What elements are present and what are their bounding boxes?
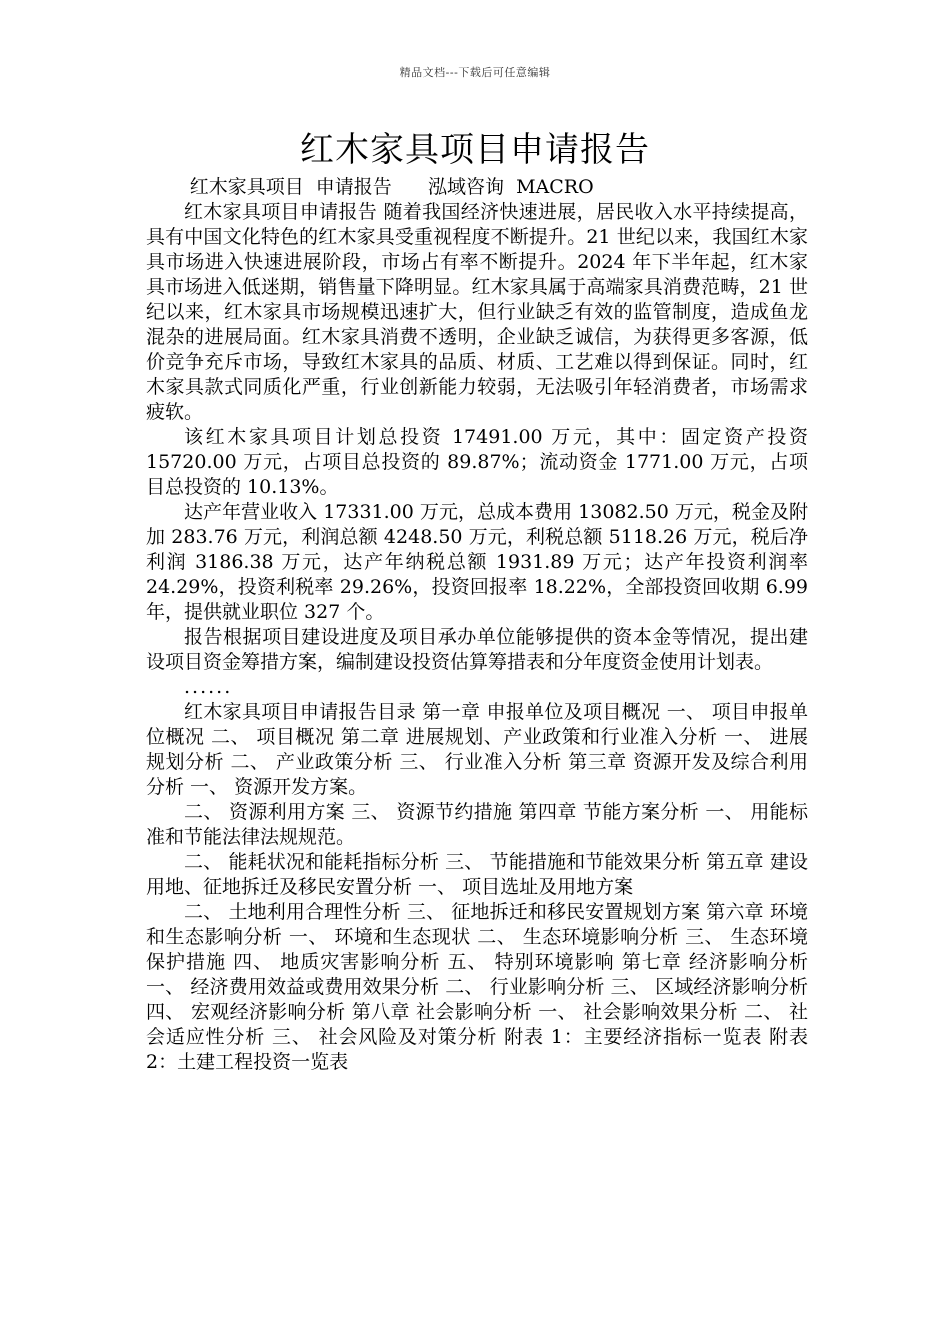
paragraph-toc-1: 红木家具项目申请报告目录 第一章 申报单位及项目概况 一、 项目申报单位概况 二、 项目概况 第二章 进展规划、产业政策和行业准入分析 一、 进展规划分析 二、 产业政策分析 三、 行业准入分析 第三章 资源开发及综合利用分析 一、 资源开发方案。 xyxy=(146,701,808,798)
paragraph-financials: 达产年营业收入 17331.00 万元，总成本费用 13082.50 万元，税金及附加 283.76 万元，利润总额 4248.50 万元，利税总额 5118.26 万元，税后净利润 3186.38 万元，达产年纳税总额 1931.89 万元；达产年投资利润率 24.29%，投资利税率 29.26%，投资回报率 18.22%，全部投资回收期 6.99 年，提供就业职位 327 个。 xyxy=(146,501,808,623)
paragraph-investment: 该红木家具项目计划总投资 17491.00 万元，其中：固定资产投资 15720.00 万元，占项目总投资的 89.87%；流动资金 1771.00 万元，占项目总投资的 10.13%。 xyxy=(146,426,808,498)
paragraph-toc-3: 二、 能耗状况和能耗指标分析 三、 节能措施和节能效果分析 第五章 建设用地、征地拆迁及移民安置分析 一、 项目选址及用地方案 xyxy=(146,851,808,898)
paragraph-toc-2: 二、 资源利用方案 三、 资源节约措施 第四章 节能方案分析 一、 用能标准和节能法律法规规范。 xyxy=(146,801,808,848)
header-note: 精品文档---下载后可任意编辑 xyxy=(399,66,551,79)
document-subtitle: 红木家具项目 申请报告 泓域咨询 MACRO xyxy=(189,176,594,198)
paragraph-ellipsis: ...... xyxy=(184,676,233,698)
paragraph-toc-4: 二、 土地利用合理性分析 三、 征地拆迁和移民安置规划方案 第六章 环境和生态影响分析 一、 环境和生态现状 二、 生态环境影响分析 三、 生态环境保护措施 四、 地质灾害影响分析 五、 特别环境影响 第七章 经济影响分析 一、 经济费用效益或费用效果分析 二、 行业影响分析 三、 区域经济影响分析 四、 宏观经济影响分析 第八章 社会影响分析 一、 社会影响效果分析 二、 社会适应性分析 三、 社会风险及对策分析 附表 1：主要经济指标一览表 附表 2：土建工程投资一览表 xyxy=(146,901,808,1073)
document-body xyxy=(146,175,808,1075)
paragraph-intro: 红木家具项目申请报告 随着我国经济快速进展，居民收入水平持续提高，具有中国文化特色的红木家具受重视程度不断提升。21 世纪以来，我国红木家具市场进入快速进展阶段，市场占有率不断提升。2024 年下半年起，红木家具市场进入低迷期，销售量下降明显。红木家具属于高端家具消费范畴，21 世纪以来，红木家具市场规模迅速扩大，但行业缺乏有效的监管制度，造成鱼龙混杂的进展局面。红木家具消费不透明，企业缺乏诚信，为获得更多客源，低价竞争充斥市场，导致红木家具的品质、材质、工艺难以得到保证。同时，红木家具款式同质化严重，行业创新能力较弱，无法吸引年轻消费者，市场需求疲软。 xyxy=(146,201,808,423)
document-title: 红木家具项目申请报告 xyxy=(300,130,650,170)
paragraph-funding-plan: 报告根据项目建设进度及项目承办单位能够提供的资本金等情况，提出建设项目资金筹措方案，编制建设投资估算筹措表和分年度资金使用计划表。 xyxy=(146,626,808,673)
